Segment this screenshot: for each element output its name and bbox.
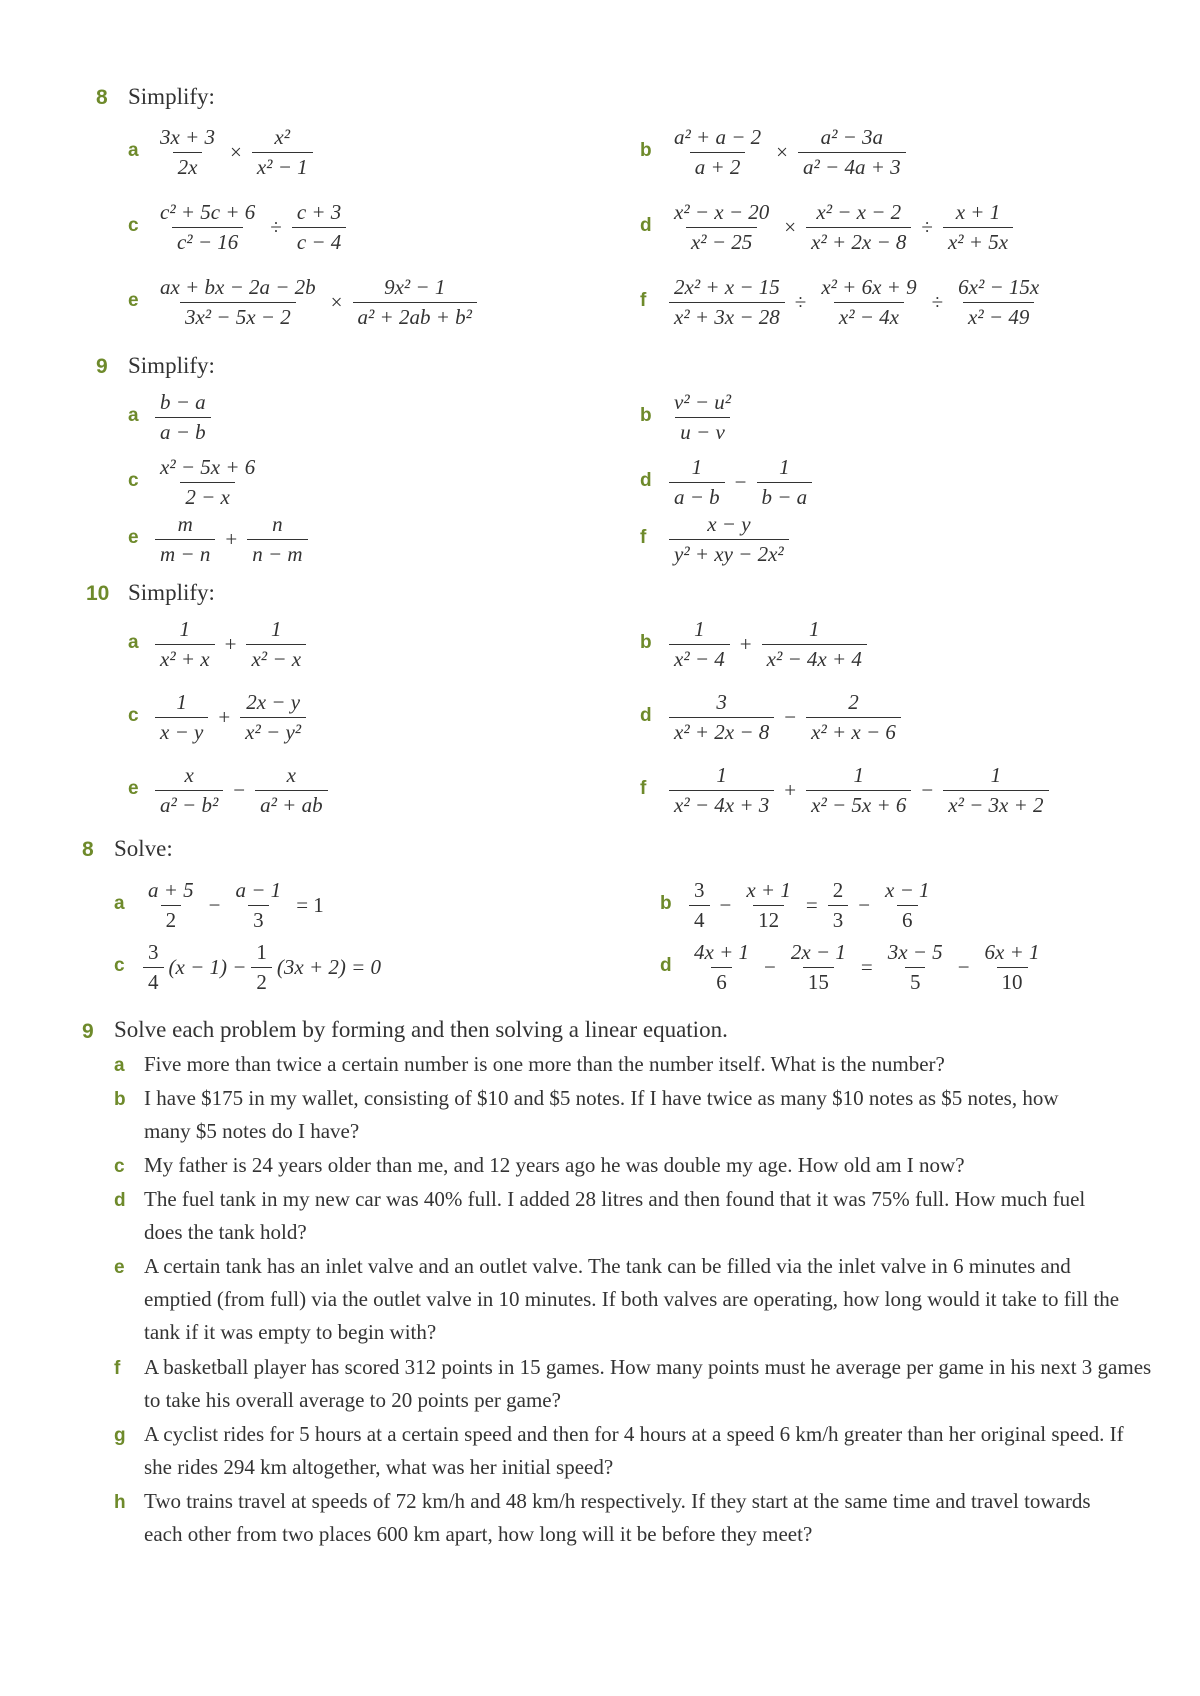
fraction: $\frac{\text{6x² − 15x}}{\text{x² − 49}}$ bbox=[958, 275, 1040, 329]
math-expression bbox=[150, 455, 265, 510]
part-label: e bbox=[128, 290, 139, 311]
fraction: $\frac{\text{9x² − 1}}{\text{a² + 2ab + b²}}$ bbox=[353, 275, 477, 330]
fraction: $\frac{2}{3}$ bbox=[828, 878, 849, 933]
part-label: b bbox=[640, 405, 652, 426]
fraction: $\frac{2}{\text{x² + x − 6}}$ bbox=[806, 690, 901, 745]
math-expression: $\frac{3}{4}$ − $\frac{x + 1}{12}$ = $\frac{2}{3}$ − $\frac{x - 1}{6}$ bbox=[684, 878, 940, 933]
fraction: $\frac{2x - y}{\text{x² − y²}}$ bbox=[240, 690, 306, 745]
part-label: f bbox=[640, 527, 647, 548]
question-title: Simplify: bbox=[128, 84, 215, 109]
fraction: $\frac{1}{\text{x² − 4x + 3}}$ bbox=[669, 763, 774, 818]
math-expression: $\frac{3x + 3}{2x}$ × $\frac{\text{x²}}{\text{x² − 1}}$ bbox=[150, 125, 318, 180]
part-label: f bbox=[114, 1358, 121, 1379]
math-expression: $\frac{1}{x - y}$ + $\frac{2x - y}{\text{x² − y²}}$ bbox=[150, 690, 311, 745]
part-label: f bbox=[640, 778, 647, 799]
fraction: $\frac{1}{2}$ bbox=[251, 940, 272, 995]
fraction: $\frac{\text{x² − 5x + 6}}{2 - x}$ bbox=[160, 455, 256, 509]
fraction: $\frac{1}{\text{x² − 3x + 2}}$ bbox=[943, 763, 1048, 818]
part-label: a bbox=[128, 632, 139, 653]
math-expression: $\frac{a + 5}{2}$ − $\frac{a - 1}{3}$ = 1 bbox=[138, 878, 329, 933]
math-expression: $\frac{x}{\text{a² − b²}}$ − $\frac{x}{\text{a² + ab}}$ bbox=[150, 763, 333, 818]
fraction: $\frac{\text{a² − 3a}}{\text{a² − 4a + 3}}$ bbox=[798, 125, 906, 180]
math-expression: $\frac{\text{c² + 5c + 6}}{\text{c² − 16}}$ ÷ $\frac{c + 3}{c - 4}$ bbox=[150, 200, 351, 255]
question-number: 9 bbox=[82, 1020, 94, 1043]
fraction: $\frac{m}{m - n}$ bbox=[155, 512, 215, 567]
fraction: $\frac{ax + bx - 2a - 2b}{\text{3x² − 5x − 2}}$ bbox=[160, 275, 316, 329]
fraction: $\frac{6x + 1}{10}$ bbox=[984, 940, 1040, 994]
fraction: $\frac{a - 1}{3}$ bbox=[235, 878, 282, 932]
fraction: $\frac{3x + 3}{2x}$ bbox=[160, 125, 215, 179]
fraction: $\frac{\text{a² + a − 2}}{a + 2}$ bbox=[674, 125, 762, 179]
math-expression: $\frac{\text{a² + a − 2}}{a + 2}$ × $\frac{\text{a² − 3a}}{\text{a² − 4a + 3}}$ bbox=[664, 125, 911, 180]
math-expression: $\frac{1}{\text{x² − 4}}$ + $\frac{1}{\text{x² − 4x + 4}}$ bbox=[664, 617, 872, 672]
part-label: c bbox=[128, 215, 139, 236]
fraction: $\frac{1}{\text{x² − 4}}$ bbox=[669, 617, 730, 672]
fraction: $\frac{3x - 5}{5}$ bbox=[887, 940, 943, 994]
part-label: a bbox=[114, 1055, 125, 1076]
problem-text: A certain tank has an inlet valve and an outlet valve. The tank can be filled via the inlet valve in 6 minutes and emptied (from full) via the outlet valve in 10 minutes. If both valves are operating, how long would it take to fill the tank if it was empty to begin with? bbox=[144, 1254, 1120, 1344]
fraction: $\frac{1}{\text{x² − 5x + 6}}$ bbox=[806, 763, 911, 818]
fraction: $\frac{c + 3}{c - 4}$ bbox=[292, 200, 347, 255]
part-label: d bbox=[660, 955, 672, 976]
fraction: $\frac{x}{\text{a² − b²}}$ bbox=[155, 763, 223, 818]
question-title: Simplify: bbox=[128, 353, 215, 378]
part-label: e bbox=[114, 1257, 125, 1278]
math-expression bbox=[150, 390, 216, 445]
math-expression bbox=[664, 512, 794, 567]
math-expression: $\frac{1}{\text{x² − 4x + 3}}$ + $\frac{1}{\text{x² − 5x + 6}}$ − $\frac{1}{\text{x² − 3x + 2}}$ bbox=[664, 763, 1054, 818]
math-expression: $\frac{1}{a - b}$ − $\frac{1}{b - a}$ bbox=[664, 455, 817, 510]
part-label: c bbox=[114, 955, 125, 976]
question-number: 8 bbox=[96, 86, 108, 109]
part-label: b bbox=[640, 140, 652, 161]
fraction: $\frac{\text{c² + 5c + 6}}{\text{c² − 16}}$ bbox=[160, 200, 256, 254]
fraction: $\frac{x + 1}{\text{x² + 5x}}$ bbox=[943, 200, 1013, 255]
problem-text: I have $175 in my wallet, consisting of $10 and $5 notes. If I have twice as many $10 notes as $5 notes, how many $5 notes do I have? bbox=[144, 1086, 1059, 1143]
problem-text: A basketball player has scored 312 points in 15 games. How many points must he average per game in his next 3 games to take his overall average to 20 points per game? bbox=[144, 1355, 1152, 1412]
fraction: $\frac{1}{x - y}$ bbox=[155, 690, 208, 745]
question-title: Simplify: bbox=[128, 580, 215, 605]
fraction: $\frac{n}{n - m}$ bbox=[247, 512, 307, 567]
math-expression: $\frac{\text{2x² + x − 15}}{\text{x² + 3x − 28}}$ ÷ $\frac{\text{x² + 6x + 9}}{\text{x² − 4x}}$ ÷ $\frac{\text{6x² − 15x}}{\text{x² − 49}}$ bbox=[664, 275, 1049, 330]
fraction: $\frac{x + 1}{12}$ bbox=[746, 878, 791, 932]
question-title: Solve: bbox=[114, 836, 173, 861]
part-label: g bbox=[114, 1425, 126, 1446]
fraction: $\frac{1}{\text{x² − 4x + 4}}$ bbox=[762, 617, 867, 672]
math-expression: $\frac{\text{x² − x − 20}}{\text{x² − 25}}$ × $\frac{\text{x² − x − 2}}{\text{x² + 2x − 8}}$ ÷ $\frac{x + 1}{\text{x² + 5x}}$ bbox=[664, 200, 1018, 255]
math-expression: $\frac{4x + 1}{6}$ − $\frac{2x - 1}{15}$ = $\frac{3x - 5}{5}$ − $\frac{6x + 1}{10}$ bbox=[684, 940, 1050, 995]
problem-text: My father is 24 years older than me, and 12 years ago he was double my age. How old am I now? bbox=[144, 1153, 965, 1177]
fraction: $\frac{\text{v² − u²}}{u - v}$ bbox=[674, 390, 732, 444]
fraction: $\frac{1}{\text{x² − x}}$ bbox=[246, 617, 306, 672]
fraction: $\frac{1}{a - b}$ bbox=[669, 455, 725, 510]
question-number: 8 bbox=[82, 838, 94, 861]
fraction: $\frac{x}{\text{a² + ab}}$ bbox=[255, 763, 327, 818]
fraction: $\frac{1}{b - a}$ bbox=[757, 455, 813, 510]
math-expression: $\frac{3}{4}$ (x − 1) − $\frac{1}{2}$ (3x + 2) = 0 bbox=[138, 940, 381, 995]
fraction: $\frac{a + 5}{2}$ bbox=[148, 878, 194, 932]
part-label: a bbox=[114, 893, 125, 914]
fraction: $\frac{\text{x² − x − 2}}{\text{x² + 2x − 8}}$ bbox=[806, 200, 911, 255]
part-label: a bbox=[128, 140, 139, 161]
part-label: d bbox=[640, 470, 652, 491]
part-label: c bbox=[114, 1156, 125, 1177]
part-label: b bbox=[640, 632, 652, 653]
question-title: Solve each problem by forming and then solving a linear equation. bbox=[114, 1017, 728, 1042]
part-label: d bbox=[114, 1190, 126, 1211]
part-label: c bbox=[128, 705, 139, 726]
part-label: b bbox=[660, 893, 672, 914]
part-label: d bbox=[640, 215, 652, 236]
part-label: f bbox=[640, 290, 647, 311]
fraction: $\frac{x - y}{\text{y² + xy − 2x²}}$ bbox=[669, 512, 789, 567]
math-expression bbox=[664, 390, 741, 445]
part-label: h bbox=[114, 1492, 126, 1513]
fraction: $\frac{x - 1}{6}$ bbox=[885, 878, 930, 932]
fraction: $\frac{3}{4}$ bbox=[143, 940, 164, 995]
fraction: $\frac{4x + 1}{6}$ bbox=[694, 940, 749, 994]
math-expression: $\frac{1}{\text{x² + x}}$ + $\frac{1}{\text{x² − x}}$ bbox=[150, 617, 311, 672]
part-label: c bbox=[128, 470, 139, 491]
fraction: $\frac{b - a}{a - b}$ bbox=[155, 390, 211, 445]
problem-text: Five more than twice a certain number is one more than the number itself. What is the number? bbox=[144, 1052, 945, 1076]
problem-text: A cyclist rides for 5 hours at a certain speed and then for 4 hours at a speed 6 km/h greater than her original speed. If she rides 294 km altogether, what was her initial speed? bbox=[144, 1422, 1124, 1479]
fraction: $\frac{3}{\text{x² + 2x − 8}}$ bbox=[669, 690, 774, 745]
fraction: $\frac{2x - 1}{15}$ bbox=[790, 940, 846, 994]
part-label: d bbox=[640, 705, 652, 726]
math-expression: $\frac{3}{\text{x² + 2x − 8}}$ − $\frac{2}{\text{x² + x − 6}}$ bbox=[664, 690, 906, 745]
problem-text: The fuel tank in my new car was 40% full. I added 28 litres and then found that it was 75% full. How much fuel does the tank hold? bbox=[144, 1187, 1086, 1244]
math-expression: $\frac{ax + bx - 2a - 2b}{\text{3x² − 5x − 2}}$ × $\frac{\text{9x² − 1}}{\text{a² + 2ab + b²}}$ bbox=[150, 275, 482, 330]
question-number: 10 bbox=[86, 582, 110, 605]
question-number: 9 bbox=[96, 355, 108, 378]
fraction: $\frac{\text{x² + 6x + 9}}{\text{x² − 4x}}$ bbox=[821, 275, 917, 329]
math-expression: $\frac{m}{m - n}$ + $\frac{n}{n - m}$ bbox=[150, 512, 313, 567]
part-label: a bbox=[128, 405, 139, 426]
fraction: $\frac{\text{2x² + x − 15}}{\text{x² + 3x − 28}}$ bbox=[669, 275, 785, 330]
fraction: $\frac{1}{\text{x² + x}}$ bbox=[155, 617, 215, 672]
part-label: e bbox=[128, 527, 139, 548]
part-label: b bbox=[114, 1089, 126, 1110]
fraction: $\frac{\text{x² − x − 20}}{\text{x² − 25}}$ bbox=[674, 200, 770, 254]
fraction: $\frac{\text{x²}}{\text{x² − 1}}$ bbox=[252, 125, 313, 180]
part-label: e bbox=[128, 778, 139, 799]
problem-text: Two trains travel at speeds of 72 km/h and 48 km/h respectively. If they start at the same time and travel towards each other from two places 600 km apart, how long will it be before they meet? bbox=[144, 1489, 1091, 1546]
fraction: $\frac{3}{4}$ bbox=[689, 878, 710, 933]
